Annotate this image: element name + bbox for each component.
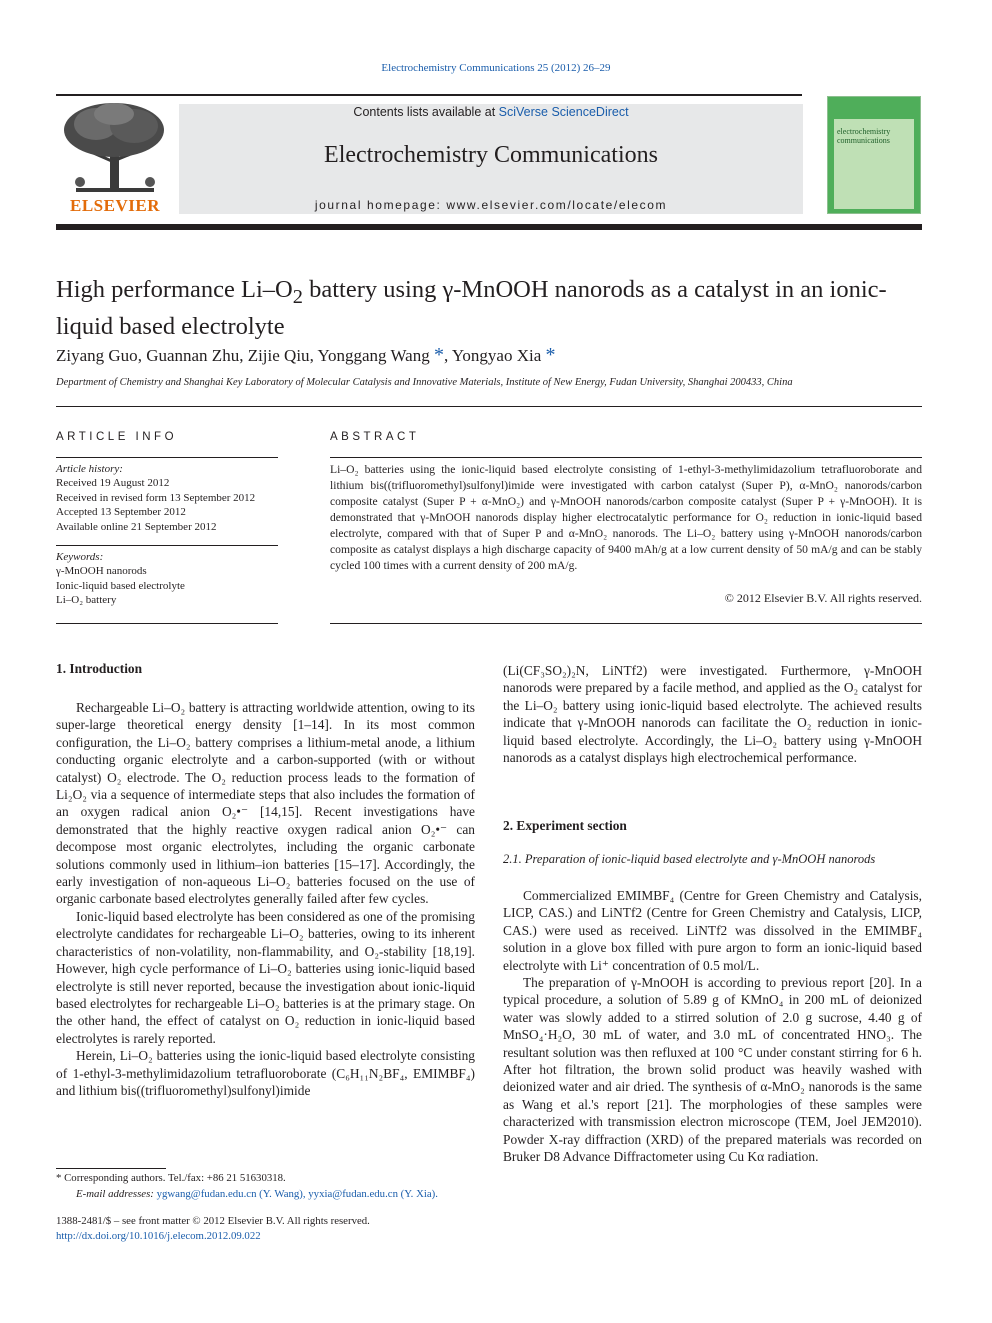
paragraph: The preparation of γ-MnOOH is according to previous report [20]. In a typical procedure, a solution of 5.89 g of KMnO₄ in 200 mL of deionized water was slowly added to a stirred solution of 2.0 g sucrose, 4.40 g of MnSO₄·H₂O, 30 mL of water, and 3.0 mL of concentrated HNO₃. The resultant solution was then refluxed at 100 °C under constant stirring for 6 h. After hot filtration, the brown solid product was heavily washed with deionized water and air dried. The synthesis of α-MnO₂ nanorods is the same as Wang et al.'s report [21]. The morphologies of these samples were characterized with transmission electron microscope (TEM, Joel JEM2010). Powder X-ray diffraction (XRD) of the prepared materials was recorded on Bruker D8 Advance Diffractometer using Cu Kα radiation. bbox=[503, 975, 922, 1165]
author[interactable]: Yonggang Wang bbox=[317, 346, 430, 365]
divider bbox=[330, 623, 922, 624]
author[interactable]: Yongyao Xia bbox=[451, 346, 542, 365]
sciencedirect-link[interactable]: SciVerse ScienceDirect bbox=[498, 105, 629, 119]
journal-name: Electrochemistry Communications bbox=[324, 142, 658, 168]
paragraph: Rechargeable Li–O₂ battery is attracting worldwide attention, owing to its super-large theoretical energy density [1–14]. In its most common configuration, the Li–O₂ battery comprises a lithium-metal anode, a lithium conducting organic electrolyte and a carbon-supported (with or without catalyst) O₂ electrode. The O₂ reduction process leads to the formation of Li₂O₂ via a sequence of intermediate steps that also includes the formation of an oxygen radical anion O₂•⁻ [14,15]. Recent investigations have demonstrated that the highly reactive oxygen radical anion O₂•⁻ can decompose most organic electrolytes, including the organic carbonate solutions commonly used in lithium–ion batteries [15–17]. Accordingly, the early investigation of non-aqueous Li–O₂ batteries focused on the use of organic carbonate based electrolytes generally failed after few cycles. bbox=[56, 700, 475, 907]
keyword: Ionic-liquid based electrolyte bbox=[56, 579, 185, 592]
divider bbox=[56, 457, 278, 458]
history-item: Accepted 13 September 2012 bbox=[56, 506, 186, 519]
affiliation: Department of Chemistry and Shanghai Key Laboratory of Molecular Catalysis and Innovative Materials, Institute of New Energy, Fudan University, Shanghai 200433, China bbox=[56, 377, 793, 388]
divider bbox=[56, 406, 922, 407]
footnote-rule bbox=[56, 1168, 166, 1169]
article-history bbox=[56, 462, 278, 534]
author-list: Ziyang Guo, Guannan Zhu, Zijie Qiu, Yonggang Wang *, Yongyao Xia * bbox=[56, 344, 556, 366]
tree-icon bbox=[56, 100, 174, 198]
masthead-top-rule bbox=[56, 94, 802, 96]
masthead-bottom-rule bbox=[56, 224, 922, 230]
author[interactable]: Ziyang Guo bbox=[56, 346, 138, 365]
abstract-heading: ABSTRACT bbox=[330, 431, 420, 443]
paragraph: Herein, Li–O₂ batteries using the ionic-liquid based electrolyte consisting of 1-ethyl-3-methylimidazolium tetrafluoroborate (C₆H₁₁N₂BF₄, EMIMBF₄) and lithium bis((trifluoromethyl)sulfonyl)imide bbox=[56, 1048, 475, 1098]
body-column-right-cont bbox=[503, 887, 922, 1166]
journal-citation[interactable]: Electrochemistry Communications 25 (2012) 26–29 bbox=[381, 62, 611, 74]
paragraph: (Li(CF₃SO₂)₂N, LiNTf2) were investigated. Furthermore, γ-MnOOH nanorods were prepared by a facile method, and applied as the O₂ catalyst for the Li–O₂ battery using ionic-liquid based electrolyte. The achieved results indicate that γ-MnOOH nanorods can facilitate the O₂ reduction in ionic-liquid based electrolyte. Accordingly, the Li–O₂ battery using γ-MnOOH nanorods as a catalyst displays high electrochemical performance. bbox=[503, 663, 922, 766]
front-matter bbox=[56, 1214, 475, 1244]
corresponding-mark[interactable]: * bbox=[433, 344, 444, 366]
author[interactable]: Guannan Zhu bbox=[146, 346, 240, 365]
body-column-right bbox=[503, 662, 922, 766]
doi-link[interactable]: http://dx.doi.org/10.1016/j.elecom.2012.09.022 bbox=[56, 1230, 261, 1242]
keywords bbox=[56, 550, 278, 608]
keywords-label: Keywords: bbox=[56, 551, 104, 563]
article-info-heading: ARTICLE INFO bbox=[56, 431, 178, 443]
article-title: High performance $Li-O_2$ battery using γ-MnOOH nanorods as a catalyst in an ionic-liquid based electrolyte bbox=[56, 276, 887, 340]
history-item: Received in revised form 13 September 2012 bbox=[56, 491, 256, 504]
body-column-left bbox=[56, 699, 475, 1099]
section-heading: 2. Experiment section bbox=[503, 818, 627, 833]
footnote bbox=[56, 1171, 475, 1202]
keyword: γ-MnOOH nanorods bbox=[56, 565, 147, 578]
keyword: Li–O₂ battery bbox=[56, 594, 117, 607]
history-label: Article history: bbox=[56, 463, 123, 475]
divider bbox=[330, 457, 922, 458]
divider bbox=[56, 623, 278, 624]
abstract-text: Li–O₂ batteries using the ionic-liquid based electrolyte consisting of 1-ethyl-3-methylimidazolium tetrafluoroborate and lithium bis((trifluoromethyl)sulfonyl)imide were investigated with carbon catalyst (Super P), α-MnO₂ nanorods/carbon composite catalyst (Super P + α-MnO₂) and γ-MnOOH nanorods/carbon composite catalyst (Super P + γ-MnOOH). It is demonstrated that γ-MnOOH nanorods display higher electrocatalytic performance for O₂ reduction in ionic-liquid based electrolyte, compared with that of Super P and α-MnO₂ nanorods. The Li–O₂ battery using γ-MnOOH nanorods/carbon composite as catalyst displays a high discharge capacity of 9400 mAh/g at a low current density of 50 mA/g and can be stably cycled 100 times with a current density of 200 mA/g. bbox=[330, 463, 922, 572]
subsection-heading: 2.1. Preparation of ionic-liquid based electrolyte and γ-MnOOH nanorods bbox=[503, 852, 876, 866]
corresponding-note: * Corresponding authors. Tel./fax: +86 21 51630318. bbox=[56, 1172, 286, 1184]
contents-line: Contents lists available at SciVerse ScienceDirect bbox=[353, 105, 629, 119]
divider bbox=[56, 545, 278, 546]
publisher-wordmark: ELSEVIER bbox=[70, 196, 160, 215]
copyright: © 2012 Elsevier B.V. All rights reserved. bbox=[724, 591, 922, 605]
corresponding-mark[interactable]: * bbox=[545, 344, 556, 366]
email-label: E-mail addresses: bbox=[76, 1187, 154, 1200]
paragraph: Commercialized EMIMBF₄ (Centre for Green Chemistry and Catalysis, LICP, CAS.) and LiNTf2 (Centre for Green Chemistry and Catalysis, LICP, CAS.) were used as received. LiNTf2 was dissolved in the EMIMBF₄ solution in a glove box filled with pure argon to form an ionic-liquid based electrolyte with Li⁺ concentration of 0.5 mol/L. bbox=[503, 888, 922, 973]
history-item: Available online 21 September 2012 bbox=[56, 520, 217, 533]
author[interactable]: Zijie Qiu bbox=[247, 346, 310, 365]
section-heading: 1. Introduction bbox=[56, 661, 143, 676]
cover-title: electrochemistry communications bbox=[837, 127, 891, 145]
paragraph: Ionic-liquid based electrolyte has been considered as one of the promising electrolyte candidates for rechargeable Li–O₂ batteries, owing to its inherent characteristics of non-volatility, non-flammability, and O₂-stability [18,19]. However, high cycle performance of Li–O₂ batteries using ionic-liquid based electrolyte is still never reported, because the investigation about ionic-liquid based electrolytes for rechargeable Li–O₂ batteries is at the primary stage. On the other hand, the effect of catalyst on O₂ reduction in ionic-liquid based electrolytes is rarely reported. bbox=[56, 908, 475, 1046]
history-item: Received 19 August 2012 bbox=[56, 477, 170, 490]
email-links[interactable]: ygwang@fudan.edu.cn (Y. Wang), yyxia@fudan.edu.cn (Y. Xia). bbox=[156, 1187, 438, 1200]
journal-cover[interactable] bbox=[827, 96, 921, 214]
issn-line: 1388-2481/$ – see front matter © 2012 Elsevier B.V. All rights reserved. bbox=[56, 1215, 370, 1227]
elsevier-logo[interactable] bbox=[56, 100, 174, 216]
journal-homepage[interactable]: journal homepage: www.elsevier.com/locate/elecom bbox=[314, 198, 668, 212]
